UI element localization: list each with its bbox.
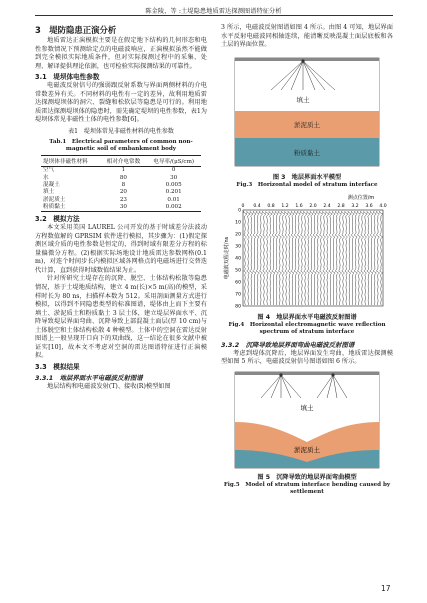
figure-4-caption-en: Fig.4 Horizontal electromagnetic wave reflection spectrum of stratum interface: [228, 321, 386, 335]
table-cell: 0.01: [167, 196, 180, 203]
table-cell: 0.005: [165, 182, 182, 189]
table-cell: 淤泥质土: [43, 196, 66, 203]
x-tick-label: 0: [241, 203, 245, 209]
settlement-bending-model: [221, 370, 393, 470]
x-tick-label: 4.0: [379, 203, 387, 209]
fill-soil-label: 填土: [300, 403, 314, 412]
table-row: [41, 182, 201, 189]
page-number: 17: [381, 584, 391, 593]
radar-reflection-spectrum: [221, 192, 393, 310]
table-cell: 80: [119, 174, 127, 181]
table-cell: 0: [171, 167, 176, 174]
antenna-icon: [301, 59, 304, 62]
x-tick-label: 3.2: [351, 203, 359, 209]
y-tick-label: 80: [235, 304, 241, 310]
silt-soil-label: 淤泥质土: [294, 445, 320, 454]
figure-5-caption-en: Fig.5 Model of stratum interface bending caused by settlement: [223, 481, 391, 495]
table-caption-en: Tab.1 Electrical parameters of common non-magnetic soil of embankment body: [49, 138, 193, 152]
subsection-3-3-2: 3.3.2 沉降导致地层界面弯曲电磁波反射图谱: [221, 340, 355, 349]
x-tick-label: 0.8: [267, 203, 275, 209]
y-tick-label: 0: [238, 208, 241, 214]
table-cell: 0.002: [146, 204, 201, 212]
paragraph-intro: 地质雷达正演模拟主要是在假定地下结构的几何形态和电性参数情况下预测给定点的电磁波响应，正演模拟虽然不能做到完全模拟实际地质条件，但对实际探测过程中的采集、处理、解译提供理论依据，也可检验实际探测结果的可靠性。: [35, 37, 207, 70]
y-tick-label: 10: [235, 220, 241, 226]
fill-soil-label: 填土: [296, 95, 310, 104]
paragraph-fig5-ref: 考虑到堤体沉降后，地层界面发生弯曲，地质雷达探测模型如图 5 所示，电磁波反射信号图谱如图 6 所示。: [221, 349, 393, 366]
y-axis-label: 电磁波双程走时/ns: [224, 236, 230, 279]
x-tick-label: 0.4: [253, 203, 261, 209]
table-cell: 20: [119, 189, 127, 196]
antenna-icon: [279, 373, 282, 376]
section-title: 3 堤防隐患正演分析: [35, 25, 117, 35]
y-tick-label: 40: [235, 256, 241, 262]
table-row: [41, 204, 201, 212]
x-ticks: [242, 203, 387, 209]
table-cell: 粉质黏土: [41, 204, 100, 212]
table-header: 电导率/(μS/cm): [146, 155, 201, 166]
x-tick-label: 2.0: [309, 203, 317, 209]
table-cell: 30: [100, 204, 146, 212]
table-cell: 0.201: [165, 189, 182, 196]
paragraph-fig3-ref: 地层结构和电磁波发射(T)、接收(R)模型如图: [47, 382, 171, 390]
table-caption-cn: 表1 堤坝体常见非磁性材料的电性参数: [68, 127, 174, 135]
x-tick-label: 2.4: [323, 203, 331, 209]
antenna-icon: [331, 373, 334, 376]
x-tick-label: 1.2: [281, 203, 289, 209]
table-row: [41, 166, 201, 174]
figure-4-caption-cn: 图 4 地层界面水平电磁波反射图谱: [257, 313, 357, 321]
subsection-3-3: 3.3 模拟结果: [35, 362, 80, 371]
figure-3-caption-en: Fig.3 Horizontal model of stratum interface: [236, 181, 378, 188]
table-row: [41, 196, 201, 203]
concrete-layer: [235, 58, 379, 61]
figure-3-caption-cn: 图 3 地层界面水平模型: [272, 173, 342, 181]
running-head: 陈金陵，等 :土堤隐患地质雷达探测图谱特征分析: [145, 8, 282, 15]
horizontal-stratum-model: [221, 54, 393, 170]
concrete-layer: [235, 372, 379, 375]
x-tick-label: 2.8: [337, 203, 345, 209]
left-column: [35, 24, 207, 391]
subsection-3-2: 3.2 模拟方法: [35, 215, 80, 224]
figure-3: [221, 54, 393, 174]
y-tick-label: 70: [235, 292, 241, 298]
silt-soil-label: 淤泥质土: [294, 120, 320, 129]
y-ticks: [235, 207, 241, 309]
table-cell: 1: [121, 167, 126, 174]
y-tick-label: 30: [235, 244, 241, 250]
paragraph-model: 针对所研究土堤存在的沉降、脱空、土体结构松散等隐患情况，基于土堤地质结构，建立 4 m(长)×5 m(高)的模型，采样时长为 80 ns，扫描样本数为 512。采用剖面测量方式进行模拟，以得到不同隐患类型的标准图谱，堤体由上而下主要有填土、淤泥质土和粉质黏土 3 层土体，建立堤层界面水平、沉降导致堤层界面弯曲、沉降导致上部混凝土面层(厚 10 cm)与土体脱空和土体结构松散 4 种模型。土体中的空洞在雷达反射图谱上一般呈现开口向下的双曲线，这一结论在很多文献中被证实[10]，故本文不考虑对空洞的雷达图谱特征进行正演模拟。: [35, 275, 207, 360]
header-rule: [35, 15, 393, 16]
table-cell: 23: [119, 196, 127, 203]
figure-5: [221, 370, 393, 474]
clay-soil-label: 粉质黏土: [294, 148, 320, 157]
table-cell: 8: [121, 182, 126, 189]
figure-4: [221, 192, 393, 314]
y-tick-label: 50: [235, 268, 241, 274]
figure-5-caption-cn: 图 5 沉降导致的地层界面弯曲模型: [257, 473, 357, 481]
y-tick-label: 60: [235, 280, 241, 286]
paragraph-electrical: 电磁波反射信号的强弱跟反射系数与界面两侧材料的介电常数差异有关。不同材料的电性有一定的差异，故利用地质雷达探测堤坝体的洞穴、裂缝和松软层等隐患是可行的。利用地质雷达探测堤坝体的隐患时，需先确定堤坝的电性参数，表1为堤坝体常见非磁性土体的电性参数[6]。: [35, 82, 207, 124]
table-cell: 填土: [43, 189, 55, 196]
right-column: [221, 24, 393, 496]
table-cell: 空气: [43, 167, 55, 174]
x-tick-label: 3.6: [365, 203, 373, 209]
paragraph-fig4-ref: 3 所示，电磁波反射图谱如图 4 所示。由图 4 可知，地层界面水平反射电磁波同相轴连续，能清晰反映混凝土面层底板和各土层的界面位置。: [221, 24, 393, 49]
electrical-parameters-table: [41, 155, 201, 212]
x-axis-title: 测点位置/m: [347, 194, 375, 201]
subsection-3-3-1: 3.3.1 地层界面水平电磁波反射图谱: [35, 373, 143, 382]
table-row: [41, 174, 201, 181]
y-tick-label: 20: [235, 232, 241, 238]
table-cell: 30: [170, 174, 178, 181]
table-cell: 水: [43, 174, 49, 181]
table-cell: 混凝土: [43, 182, 60, 189]
table-header: 堤坝体非磁性材料: [41, 155, 100, 166]
paragraph-method: 本文采用美国 LAUREL 公司开发的基于时域差分法波动方程数值解的 GPRSIM 软件进行模拟，其步骤为：(1)假定探测区域介质的电性参数是恒定的，得到时域有限差分方程的标量偏微分方程。(2)根据实际场地设计地质雷达参数网格(0.1 m)，对连个时间步长内模拟区域各网格点的电磁场进行交替迭代计算，直到获得时域数值结果为止。: [35, 224, 207, 274]
x-tick-label: 1.6: [295, 203, 303, 209]
subsection-3-1: 3.1 堤坝体电性参数: [35, 73, 100, 82]
table-row: [41, 189, 201, 196]
table-header: 相对介电常数: [100, 155, 146, 166]
